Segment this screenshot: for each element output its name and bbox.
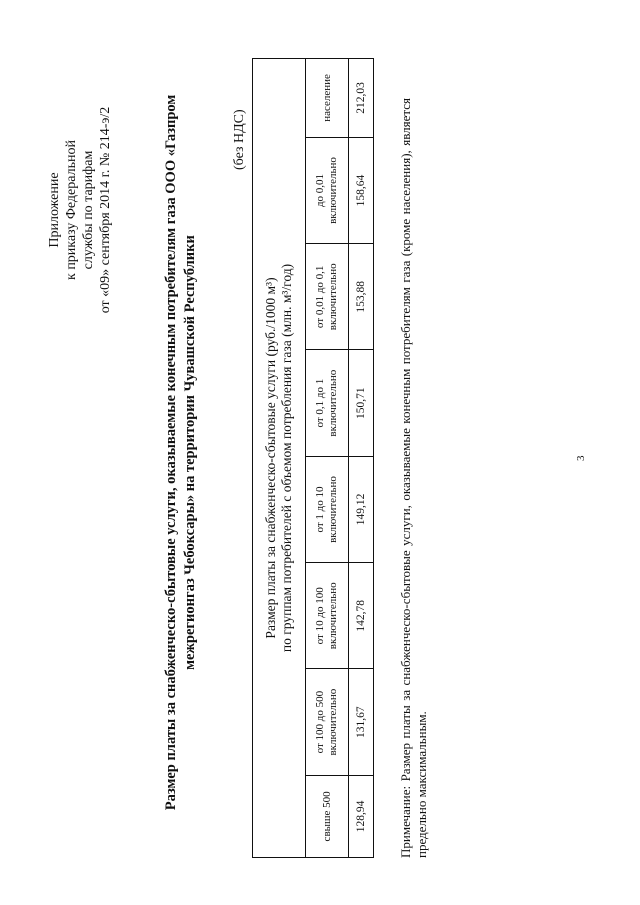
vat-note: (без НДС) xyxy=(232,109,247,170)
group-label-sub: включительно xyxy=(327,688,339,756)
table-header-line: Размер платы за снабженческо-сбытовые услуги (руб./1000 м³) xyxy=(263,277,278,639)
document-title xyxy=(162,60,200,845)
table-values-row xyxy=(349,59,374,858)
group-label: от 10 до 100 xyxy=(314,587,326,645)
group-label: от 1 до 10 xyxy=(314,486,326,533)
table-cell: 153,88 xyxy=(349,244,374,350)
table-cell: 142,78 xyxy=(349,563,374,669)
table-cell: 131,67 xyxy=(349,669,374,775)
group-label: от 0,01 до 0,1 xyxy=(314,265,326,329)
title-line: Размер платы за снабженческо-сбытовые услуги, оказываемые конечным потребителям газа ООО «Газпром xyxy=(163,94,179,811)
group-label: от 100 до 500 xyxy=(314,690,326,754)
group-label: свыше 500 xyxy=(320,791,333,842)
group-header xyxy=(306,456,349,562)
table-cell: 149,12 xyxy=(349,456,374,562)
appendix-line: Приложение xyxy=(47,172,62,248)
group-header xyxy=(306,244,349,350)
table-cell: 150,71 xyxy=(349,350,374,456)
group-header xyxy=(306,137,349,243)
appendix-block xyxy=(46,95,114,325)
table-header-row xyxy=(253,59,306,858)
group-header xyxy=(306,775,349,857)
appendix-line: службы по тарифам xyxy=(81,150,96,270)
table-header-line: по группам потребителей с объемом потребления газа (млн. м³/год) xyxy=(279,263,294,653)
appendix-line: от «09» сентября 2014 г. № 214-э/2 xyxy=(98,106,113,314)
table-cell: 158,64 xyxy=(349,137,374,243)
table-groups-row xyxy=(306,59,349,858)
footnote: Примечание: Размер платы за снабженческо-сбытовые услуги, оказываемые конечным потребителям газа (кроме населения), является предельно максимальным. xyxy=(398,98,429,858)
group-label-sub: включительно xyxy=(327,476,339,543)
group-header xyxy=(306,350,349,456)
group-label-sub: включительно xyxy=(327,582,339,650)
title-line: межрегионгаз Чебоксары» на территории Чувашской Республики xyxy=(182,235,198,670)
group-label: от 0,1 до 1 xyxy=(314,378,326,428)
group-header xyxy=(306,669,349,775)
group-label: население xyxy=(320,74,333,122)
table-cell: 212,03 xyxy=(349,59,374,138)
group-header xyxy=(306,563,349,669)
group-label: до 0,01 xyxy=(314,173,326,208)
group-label-sub: включительно xyxy=(327,369,339,437)
tariff-table xyxy=(252,58,374,858)
table-cell: 128,94 xyxy=(349,775,374,857)
page-number: 3 xyxy=(575,455,587,461)
table-header xyxy=(253,59,306,858)
group-label-sub: включительно xyxy=(327,263,339,331)
group-label-sub: включительно xyxy=(327,157,339,224)
group-header xyxy=(306,59,349,138)
appendix-line: к приказу Федеральной xyxy=(64,140,79,280)
